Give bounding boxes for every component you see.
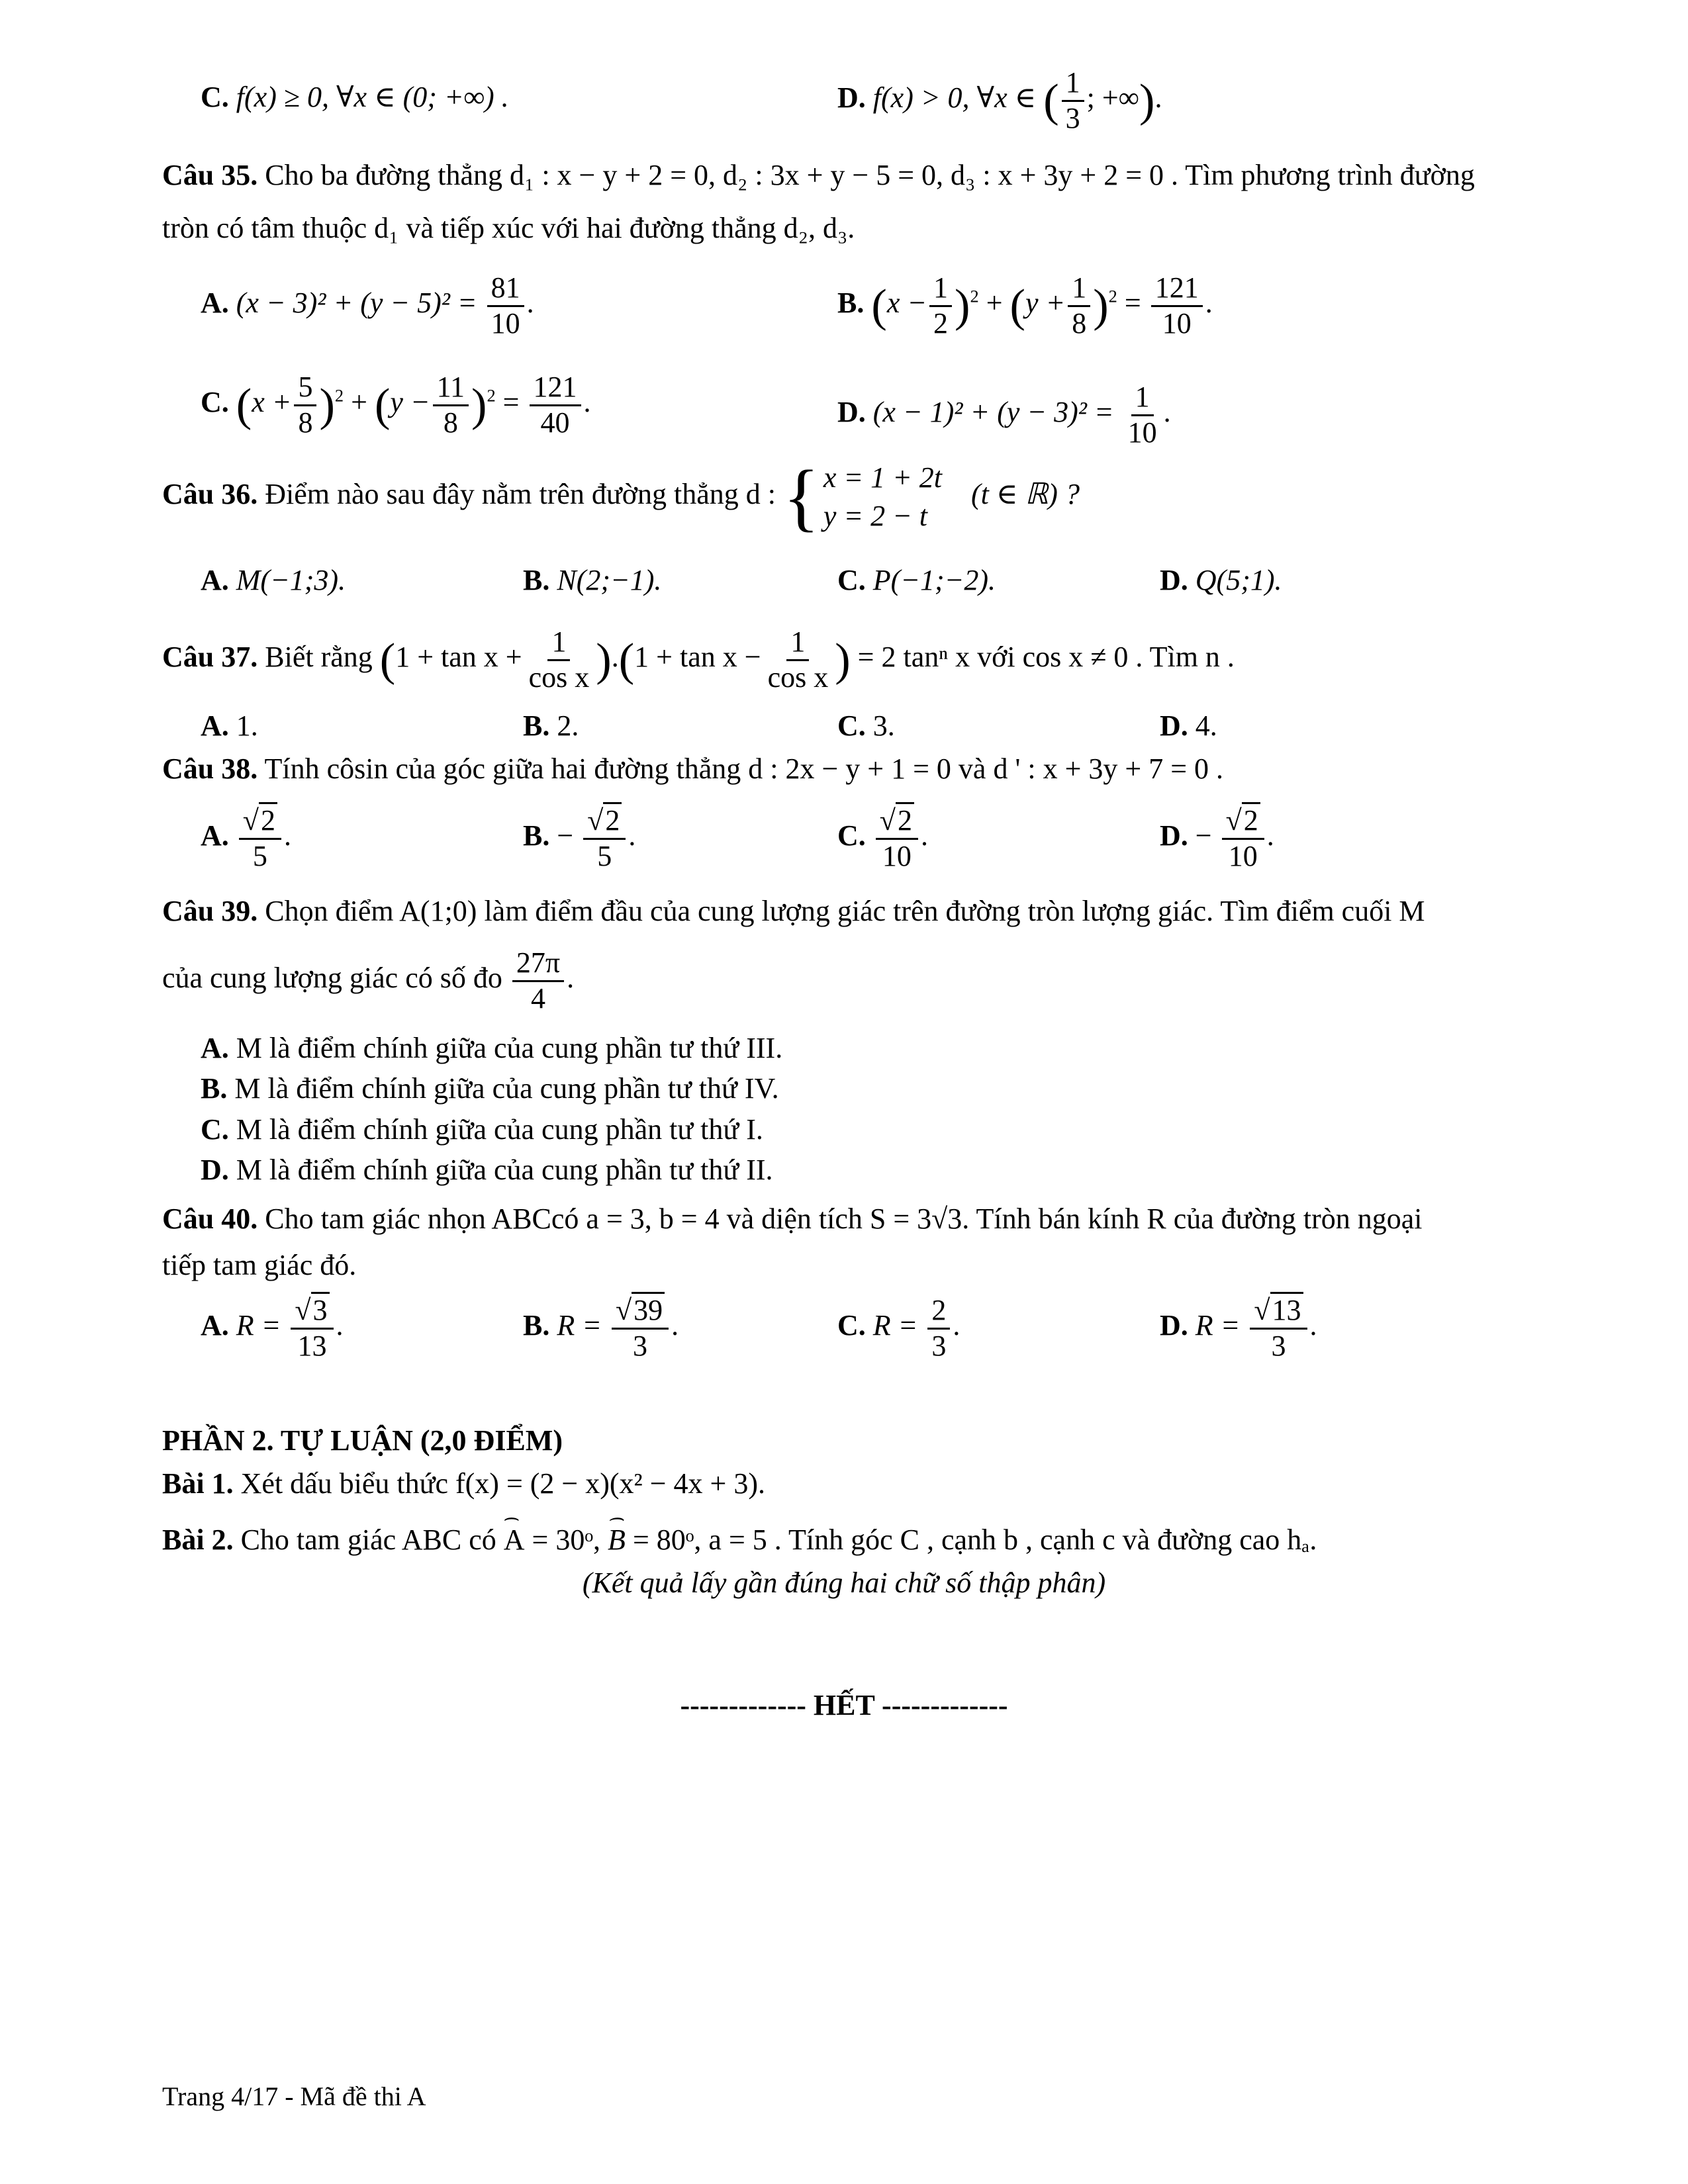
- q36-option-d: D. Q(5;1).: [1160, 564, 1282, 596]
- bai2: Bài 2. Cho tam giác ABC có ⌢ A = 30ᵒ, ⌢ B = 80ᵒ, a = 5 . Tính góc C , cạnh b , cạnh c và đường cao hₐ.: [162, 1525, 1317, 1555]
- q39-option-c: C. M là điểm chính giữa của cung phần tư thứ I.: [201, 1113, 763, 1146]
- q35-line2: tròn có tâm thuộc d₁ và tiếp xúc với hai đường thẳng d₂, d₃.: [162, 212, 855, 244]
- q35-line1: Câu 35. Cho ba đường thẳng d₁ : x − y + 2 = 0, d₂ : 3x + y − 5 = 0, d₃ : x + 3y + 2 = 0 . Tìm phương trình đường: [162, 159, 1475, 191]
- bai2-note: (Kết quả lấy gần đúng hai chữ số thập phân): [582, 1567, 1106, 1599]
- q35-option-a: A. (x − 3)² + (y − 5)² = $\frac{81}{10}$ .: [201, 271, 534, 340]
- q38-stem: Câu 38. Tính côsin của góc giữa hai đường thẳng d : 2x − y + 1 = 0 và d ' : x + 3y + 7 = 0 .: [162, 752, 1224, 785]
- q38-option-b: B. − $\frac{√2}{5}$ .: [523, 804, 635, 873]
- q40-option-b: B. R = $\frac{√39}{3}$ .: [523, 1294, 679, 1363]
- q37-stem: Câu 37. Biết rằng (1 + tan x + $\frac{1}{\text{cos x}}$ ).(1 + tan x − $\frac{1}{\text{cos x}}$ ) = 2 tanⁿ x với cos x ≠ 0 . Tìm n .: [162, 625, 1235, 694]
- q39-option-d: D. M là điểm chính giữa của cung phần tư thứ II.: [201, 1154, 773, 1186]
- q39-option-b: B. M là điểm chính giữa của cung phần tư thứ IV.: [201, 1072, 779, 1105]
- q36-option-c: C. P(−1;−2).: [837, 564, 996, 596]
- q36-option-a: A. M(−1;3).: [201, 564, 346, 596]
- end-marker: ------------- HẾT -------------: [680, 1689, 1008, 1721]
- q38-option-a: A. $\frac{√2}{5}$ .: [201, 804, 291, 873]
- q38-option-d: D. − $\frac{√2}{10}$ .: [1160, 804, 1274, 873]
- q39-option-a: A. M là điểm chính giữa của cung phần tư thứ III.: [201, 1032, 783, 1064]
- q39-line2: của cung lượng giác có số đo $\frac{27\pi}{4}$ .: [162, 946, 575, 1015]
- q34-option-c: C. f(x) ≥ 0, ∀x ∈ (0; +∞) .: [201, 81, 509, 113]
- q40-line1: Câu 40. Cho tam giác nhọn ABCcó a = 3, b = 4 và diện tích S = 3√3. Tính bán kính R của đường tròn ngoại: [162, 1203, 1423, 1235]
- q36-option-b: B. N(2;−1).: [523, 564, 662, 596]
- q39-line1: Câu 39. Chọn điểm A(1;0) làm điểm đầu của cung lượng giác trên đường tròn lượng giác. Tìm điểm cuối M: [162, 895, 1425, 927]
- part2-heading: PHẦN 2. TỰ LUẬN (2,0 ĐIỂM): [162, 1424, 563, 1457]
- q40-option-a: A. R = $\frac{√3}{13}$ .: [201, 1294, 344, 1363]
- q40-option-c: C. R = $\frac{2}{3}$ .: [837, 1294, 961, 1362]
- bai1: Bài 1. Xét dấu biểu thức f(x) = (2 − x)(x² − 4x + 3).: [162, 1467, 766, 1500]
- q36-stem: Câu 36. Điểm nào sau đây nằm trên đường thẳng d : { x = 1 + 2t y = 2 − t (t ∈ ℝ) ?: [162, 455, 1080, 539]
- q40-line2: tiếp tam giác đó.: [162, 1249, 357, 1281]
- page-footer: Trang 4/17 - Mã đề thi A: [162, 2081, 426, 2111]
- q37-option-b: B. 2.: [523, 709, 579, 742]
- q38-option-c: C. $\frac{√2}{10}$ .: [837, 804, 928, 873]
- q37-option-a: A. 1.: [201, 709, 258, 742]
- q35-option-c: C. (x + $\frac{5}{8}$ )$^2$ + (y − $\frac{11}{8}$ )$^2$ = $\frac{121}{40}$ .: [201, 371, 591, 439]
- q37-option-d: D. 4.: [1160, 709, 1217, 742]
- q37-option-c: C. 3.: [837, 709, 895, 742]
- q35-option-b: B. (x − $\frac{1}{2}$ )$^2$ + (y + $\frac{1}{8}$ )$^2$ = $\frac{121}{10}$ .: [837, 271, 1213, 340]
- q35-option-d: D. (x − 1)² + (y − 3)² = $\frac{1}{10}$ .: [837, 381, 1171, 449]
- q40-option-d: D. R = $\frac{√13}{3}$ .: [1160, 1294, 1317, 1363]
- q34-option-d: D. f(x) > 0, ∀x ∈ ( $\frac{1}{3}$ ; +∞).: [837, 66, 1162, 134]
